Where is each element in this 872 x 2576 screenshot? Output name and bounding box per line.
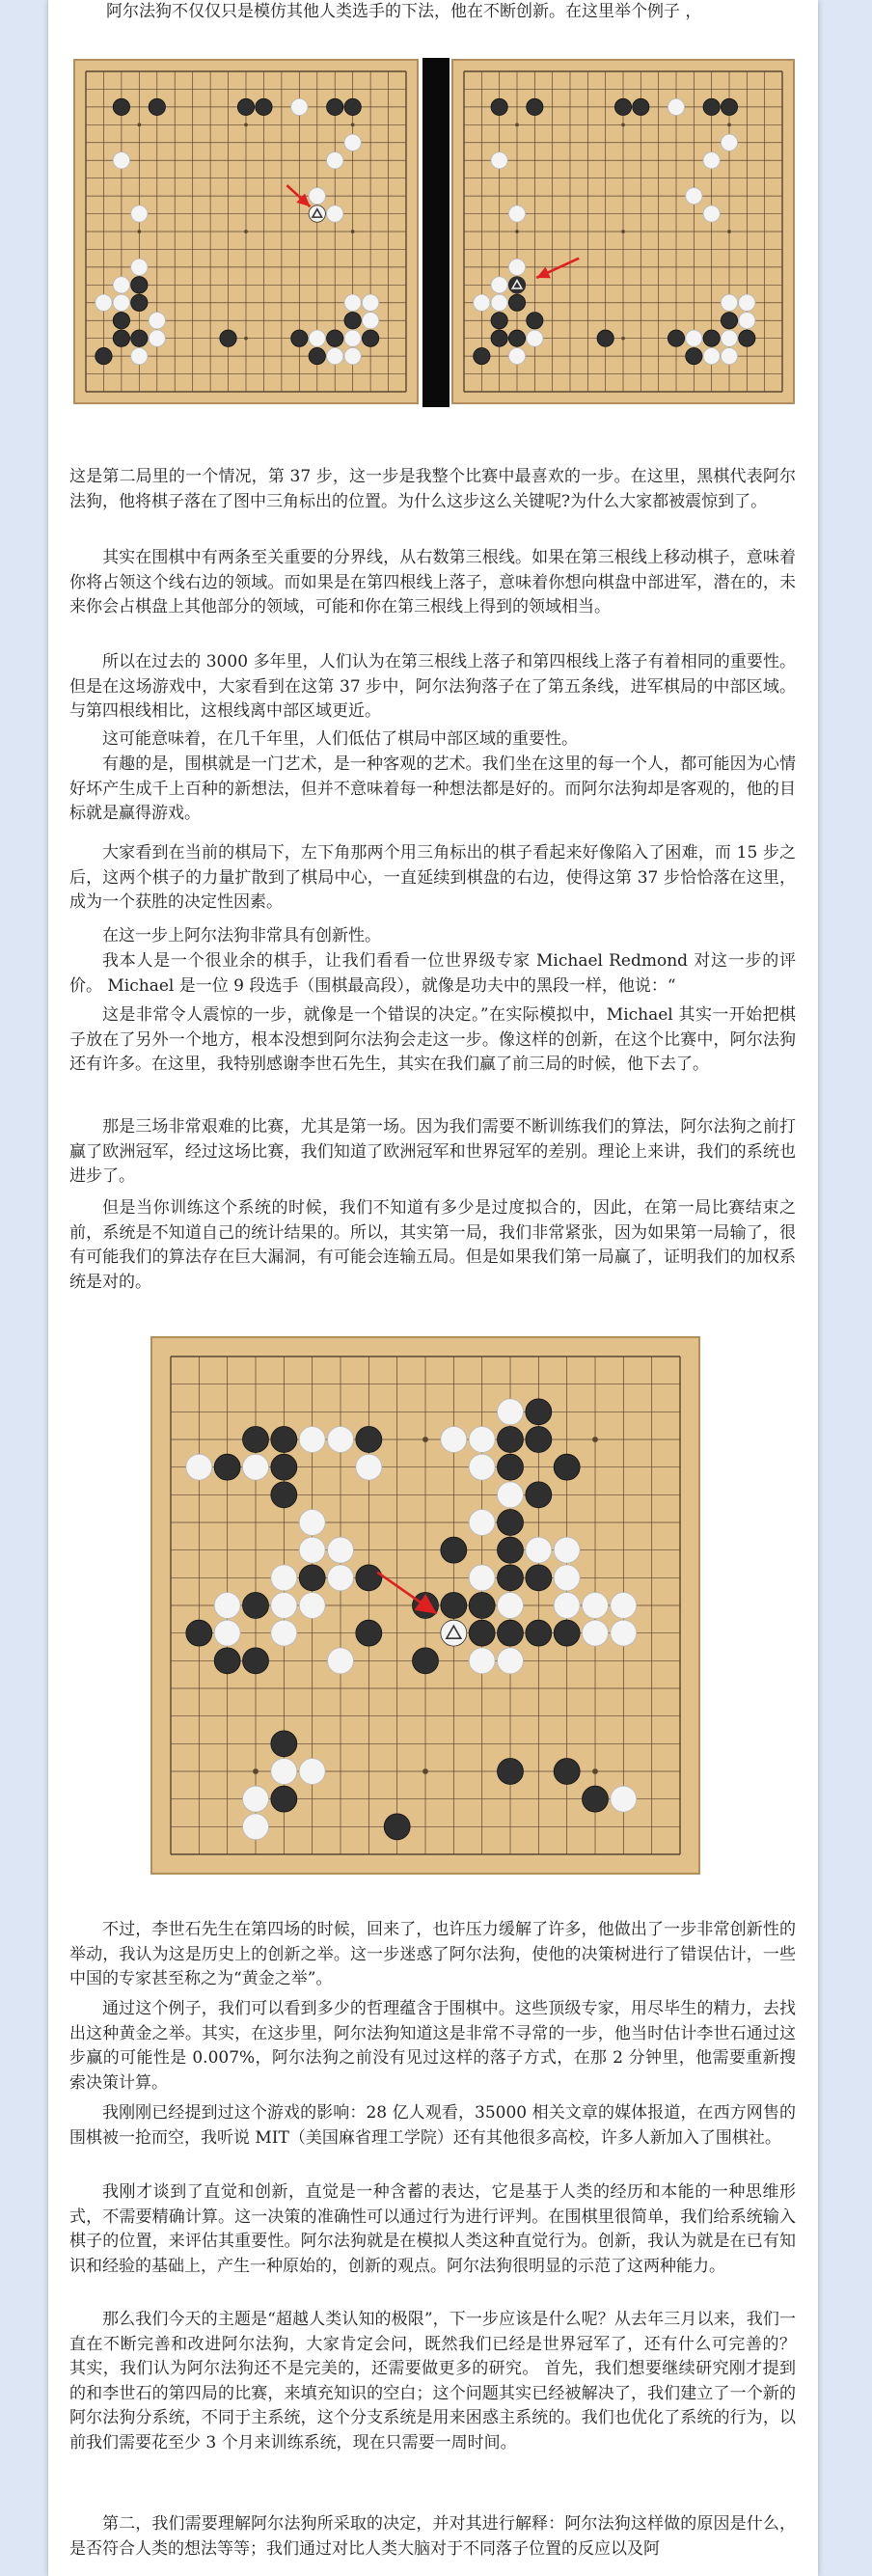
white-stone: [344, 134, 361, 151]
black-stone: [384, 1814, 410, 1840]
black-stone: [243, 1593, 269, 1619]
white-stone: [469, 1510, 495, 1536]
black-stone: [344, 98, 361, 115]
white-stone: [721, 134, 737, 151]
black-stone: [526, 1620, 552, 1646]
white-stone: [703, 347, 720, 364]
black-stone: [498, 1620, 524, 1646]
white-stone: [214, 1620, 240, 1646]
white-stone: [131, 206, 148, 222]
white-stone: [344, 330, 361, 346]
black-stone: [703, 98, 720, 115]
black-stone: [633, 98, 649, 115]
star-point: [621, 337, 625, 341]
black-stone: [299, 1565, 325, 1591]
large-figure: [150, 1335, 701, 1876]
board-large: [151, 1337, 699, 1874]
white-stone: [362, 313, 378, 329]
large-figure-canvas: [150, 1335, 701, 1876]
white-stone: [95, 294, 112, 311]
white-stone: [491, 294, 507, 311]
white-stone: [474, 294, 490, 311]
black-stone: [498, 1565, 524, 1591]
black-stone: [498, 1427, 524, 1453]
white-stone: [149, 313, 165, 329]
white-stone: [299, 1759, 325, 1785]
black-stone: [739, 330, 755, 346]
white-stone: [271, 1593, 297, 1619]
black-stone: [721, 313, 737, 329]
white-stone: [131, 259, 148, 275]
star-point: [515, 123, 519, 127]
white-stone: [113, 294, 129, 311]
black-stone: [527, 98, 543, 115]
white-stone: [611, 1786, 637, 1812]
board-top-left: [74, 60, 418, 403]
white-stone: [739, 294, 755, 311]
star-point: [351, 230, 355, 233]
black-stone: [508, 330, 525, 346]
black-stone: [583, 1786, 609, 1812]
black-stone: [271, 1786, 297, 1812]
white-stone: [526, 1537, 552, 1563]
white-stone: [299, 1593, 325, 1619]
star-point: [592, 1768, 598, 1774]
white-stone: [498, 1399, 524, 1425]
black-stone: [271, 1482, 297, 1508]
white-stone: [309, 330, 325, 346]
white-stone: [344, 294, 361, 311]
black-stone: [498, 1510, 524, 1536]
black-stone: [356, 1427, 382, 1453]
white-stone: [703, 152, 720, 169]
white-stone: [328, 1648, 354, 1674]
paragraph-7: 在这一步上阿尔法狗非常具有创新性。: [102, 926, 381, 945]
white-stone: [328, 1427, 354, 1453]
black-stone: [356, 1620, 382, 1646]
white-stone: [491, 152, 507, 169]
intro-paragraph: 阿尔法狗不仅仅只是模仿其他人类选手的下法，他在不断创新。在这里举个例子 ，: [106, 2, 702, 21]
black-stone: [491, 98, 507, 115]
black-stone: [554, 1454, 580, 1480]
white-stone: [299, 1510, 325, 1536]
black-stone: [491, 313, 507, 329]
white-stone: [611, 1620, 637, 1646]
white-stone: [113, 277, 129, 293]
star-point: [422, 1768, 428, 1774]
star-point: [244, 230, 248, 233]
white-stone: [686, 330, 702, 346]
paragraph-4: 这可能意味着，在几千年里，人们低估了棋局中部区域的重要性。: [102, 729, 578, 749]
white-stone: [611, 1593, 637, 1619]
paragraph-8: 我本人是一个很业余的棋手，让我们看看一位世界级专家 Michael Redmond 对这一步的评价。 Michael 是一位 9 段选手（围棋最高段），就像是功夫中的黑段一样，他说：“: [69, 951, 796, 996]
black-stone: [362, 330, 378, 346]
black-stone: [508, 294, 525, 311]
black-stone: [237, 98, 254, 115]
black-stone: [498, 1537, 524, 1563]
white-stone: [327, 206, 343, 222]
black-stone: [271, 1454, 297, 1480]
white-stone: [362, 294, 378, 311]
black-stone: [526, 1565, 552, 1591]
white-stone: [243, 1454, 269, 1480]
top-figure-canvas: [72, 58, 796, 407]
white-stone: [327, 347, 343, 364]
white-stone: [291, 98, 308, 115]
paragraph-10: 那是三场非常艰难的比赛，尤其是第一场。因为我们需要不断训练我们的算法，阿尔法狗之前打赢了欧洲冠军，经过这场比赛，我们知道了欧洲冠军和世界冠军的差别。理论上来讲，我们的系统也进步了。: [69, 1117, 796, 1186]
black-stone: [469, 1593, 495, 1619]
white-stone: [186, 1454, 212, 1480]
white-stone: [703, 206, 720, 222]
white-stone: [498, 1593, 524, 1619]
black-stone: [113, 313, 129, 329]
black-stone: [614, 98, 631, 115]
white-stone: [554, 1593, 580, 1619]
white-stone: [309, 187, 325, 204]
white-stone: [149, 330, 165, 346]
black-stone: [95, 347, 112, 364]
white-stone: [668, 98, 684, 115]
white-stone: [554, 1537, 580, 1563]
star-point: [592, 1437, 598, 1442]
white-stone: [328, 1565, 354, 1591]
black-stone: [113, 330, 129, 346]
black-stone: [131, 294, 148, 311]
black-stone: [469, 1620, 495, 1646]
black-stone: [668, 330, 684, 346]
star-point: [244, 123, 248, 126]
black-stone: [256, 98, 272, 115]
black-stone: [327, 98, 343, 115]
paragraph-2: 其实在围棋中有两条至关重要的分界线，从右数第三根线。如果在第三根线上移动棋子，意味着你将占领这个线右边的领域。而如果是在第四根线上落子，意味着你想向棋盘中部进军，潜在的，未来你会占棋盘上其他部分的领域，可能和你在第三根线上得到的领域相当。: [69, 548, 796, 617]
paragraph-16: 那么我们今天的主题是“超越人类认知的极限”，下一步应该是什么呢？从去年三月以来，我们一直在不断完善和改进阿尔法狗，大家肯定会问，既然我们已经是世界冠军了，还有什么可完善的？ 其实，我们认为阿尔法狗还不是完美的，还需要做更多的研究。 首先，我们想要继续研究刚才提到的和李世石的第四局的比赛，来填充知识的空白；这个问题其实已经被解决了，我们建立了一个新的阿尔法狗分系统，不同于主系统，这个分支系统是用来困惑主系统的。我们也优化了系统的行为，以前我们需要花至少 3 个月来训练系统，现在只需要一周时间。: [69, 2310, 796, 2453]
white-stone: [583, 1593, 609, 1619]
star-point: [515, 230, 519, 233]
white-stone: [299, 1427, 325, 1453]
black-stone: [344, 313, 361, 329]
document-page: [48, 0, 818, 2576]
black-stone: [703, 330, 720, 346]
black-stone: [526, 1482, 552, 1508]
black-stone: [526, 1399, 552, 1425]
star-point: [137, 123, 141, 126]
black-stone: [327, 330, 343, 346]
white-stone: [721, 347, 737, 364]
black-stone: [554, 1620, 580, 1646]
white-stone: [508, 347, 525, 364]
paragraph-9: 这是非常令人震惊的一步，就像是一个错误的决定。”在实际模拟中，Michael 其实一开始把棋子放在了另外一个地方，根本没想到阿尔法狗会走这一步。像这样的创新，在这个比赛中，阿尔法狗还有许多。在这里，我特别感谢李世石先生，其实在我们赢了前三局的时候，他下去了。: [69, 1005, 796, 1074]
white-stone: [243, 1814, 269, 1840]
star-point: [351, 123, 355, 126]
black-stone: [597, 330, 613, 346]
paragraph-13: 通过这个例子，我们可以看到多少的哲理蕴含于围棋中。这些顶级专家，用尽毕生的精力，去找出这种黄金之举。其实，在这步里，阿尔法狗知道这是非常不寻常的一步，他当时估计李世石通过这步赢的可能性是 0.007%，阿尔法狗之前没有见过这样的落子方式，在那 2 分钟里，他需要重新搜索决策计算。: [69, 1999, 796, 2093]
white-stone: [469, 1454, 495, 1480]
black-stone: [686, 347, 702, 364]
white-stone: [469, 1565, 495, 1591]
black-stone: [721, 98, 737, 115]
white-stone: [739, 313, 755, 329]
white-stone: [686, 187, 702, 204]
black-stone: [214, 1454, 240, 1480]
black-stone: [527, 313, 543, 329]
white-stone: [469, 1648, 495, 1674]
board-top-right: [452, 60, 794, 403]
white-stone: [271, 1620, 297, 1646]
white-stone: [469, 1427, 495, 1453]
black-stone: [413, 1648, 439, 1674]
white-stone: [271, 1759, 297, 1785]
black-stone: [271, 1427, 297, 1453]
black-stone: [309, 347, 325, 364]
white-stone: [491, 277, 507, 293]
white-stone: [721, 294, 737, 311]
black-stone: [441, 1537, 467, 1563]
paragraph-12: 不过，李世石先生在第四场的时候，回来了，也许压力缓解了许多，他做出了一步非常创新性的举动，我认为这是历史上的创新之举。这一步迷惑了阿尔法狗，使他的决策树进行了错误估计，一些中国的专家甚至称之为“黄金之举”。: [69, 1920, 796, 1988]
star-point: [727, 123, 731, 127]
star-point: [137, 230, 141, 233]
white-stone: [131, 347, 148, 364]
black-stone: [220, 330, 236, 346]
white-stone: [554, 1565, 580, 1591]
black-stone: [498, 1759, 524, 1785]
star-point: [621, 123, 625, 127]
figure-divider: [422, 58, 450, 407]
black-stone: [243, 1427, 269, 1453]
star-point: [621, 230, 625, 233]
paragraph-17: 第二，我们需要理解阿尔法狗所采取的决定，并对其进行解释：阿尔法狗这样做的原因是什么，是否符合人类的想法等等；我们通过对比人类大脑对于不同落子位置的反应以及阿: [69, 2514, 796, 2559]
white-stone: [214, 1593, 240, 1619]
white-stone: [498, 1648, 524, 1674]
white-stone: [344, 347, 361, 364]
white-stone: [327, 152, 343, 169]
white-stone: [441, 1427, 467, 1453]
paragraph-14: 我刚刚已经提到过这个游戏的影响：28 亿人观看，35000 相关文章的媒体报道，在西方网售的围棋被一抢而空，我听说 MIT（美国麻省理工学院）还有其他很多高校，许多人新加入了围棋社。: [69, 2103, 796, 2148]
black-stone: [498, 1454, 524, 1480]
white-stone: [113, 152, 129, 169]
black-stone: [186, 1620, 212, 1646]
white-stone: [583, 1620, 609, 1646]
black-stone: [291, 330, 308, 346]
white-stone: [243, 1786, 269, 1812]
white-stone: [271, 1565, 297, 1591]
white-stone: [721, 330, 737, 346]
black-stone: [474, 347, 490, 364]
star-point: [422, 1437, 428, 1442]
black-stone: [554, 1759, 580, 1785]
white-stone: [508, 259, 525, 275]
white-stone: [299, 1537, 325, 1563]
marked-stone: [441, 1620, 467, 1646]
paragraph-11: 但是当你训练这个系统的时候，我们不知道有多少是过度拟合的，因此，在第一局比赛结束之前，系统是不知道自己的统计结果的。所以，其实第一局，我们非常紧张，因为如果第一局输了，很有可能我们的算法存在巨大漏洞，有可能会连输五局。但是如果我们第一局赢了，证明我们的加权系统是对的。: [69, 1198, 796, 1292]
black-stone: [271, 1731, 297, 1757]
paragraph-1: 这是第二局里的一个情况，第 37 步，这一步是我整个比赛中最喜欢的一步。在这里，黑棋代表阿尔法狗，他将棋子落在了图中三角标出的位置。为什么这步这么关键呢?为什么大家都被震惊到了。: [69, 467, 796, 511]
black-stone: [214, 1648, 240, 1674]
white-stone: [498, 1482, 524, 1508]
black-stone: [243, 1648, 269, 1674]
white-stone: [356, 1454, 382, 1480]
black-stone: [131, 277, 148, 293]
black-stone: [441, 1593, 467, 1619]
black-stone: [356, 1565, 382, 1591]
white-stone: [508, 206, 525, 222]
paragraph-6: 大家看到在当前的棋局下，左下角那两个用三角标出的棋子看起来好像陷入了困难，而 15 步之后，这两个棋子的力量扩散到了棋局中心，一直延续到棋盘的右边，使得这第 37 步恰恰落在这里，成为一个获胜的决定性因素。: [69, 843, 797, 912]
white-stone: [527, 330, 543, 346]
paragraph-5: 有趣的是，围棋就是一门艺术，是一种客观的艺术。我们坐在这里的每一个人，都可能因为心情好坏产生成千上百种的新想法，但并不意味着每一种想法都是好的。而阿尔法狗却是客观的，他的目标就是赢得游戏。: [69, 754, 796, 823]
star-point: [244, 337, 248, 341]
black-stone: [149, 98, 165, 115]
paragraph-15: 我刚才谈到了直觉和创新，直觉是一种含蓄的表达，它是基于人类的经历和本能的一种思维形式，不需要精确计算。这一决策的准确性可以通过行为进行评判。在围棋里很简单，我们给系统输入棋子的位置，来评估其重要性。阿尔法狗就是在模拟人类这种直觉行为。创新，我认为就是在已有知识和经验的基础上，产生一种原始的，创新的观点。阿尔法狗很明显的示范了这两种能力。: [69, 2182, 796, 2276]
black-stone: [131, 330, 148, 346]
black-stone: [526, 1427, 552, 1453]
black-stone: [491, 330, 507, 346]
top-figure-pair: [72, 58, 796, 407]
black-stone: [113, 98, 129, 115]
star-point: [727, 230, 731, 233]
white-stone: [328, 1537, 354, 1563]
star-point: [253, 1768, 259, 1774]
paragraph-3: 所以在过去的 3000 多年里，人们认为在第三根线上落子和第四根线上落子有着相同的重要性。但是在这场游戏中，大家看到在这第 37 步中，阿尔法狗落子在了第五条线，进军棋局的中部区域。与第四根线相比，这根线离中部区域更近。: [69, 652, 796, 721]
